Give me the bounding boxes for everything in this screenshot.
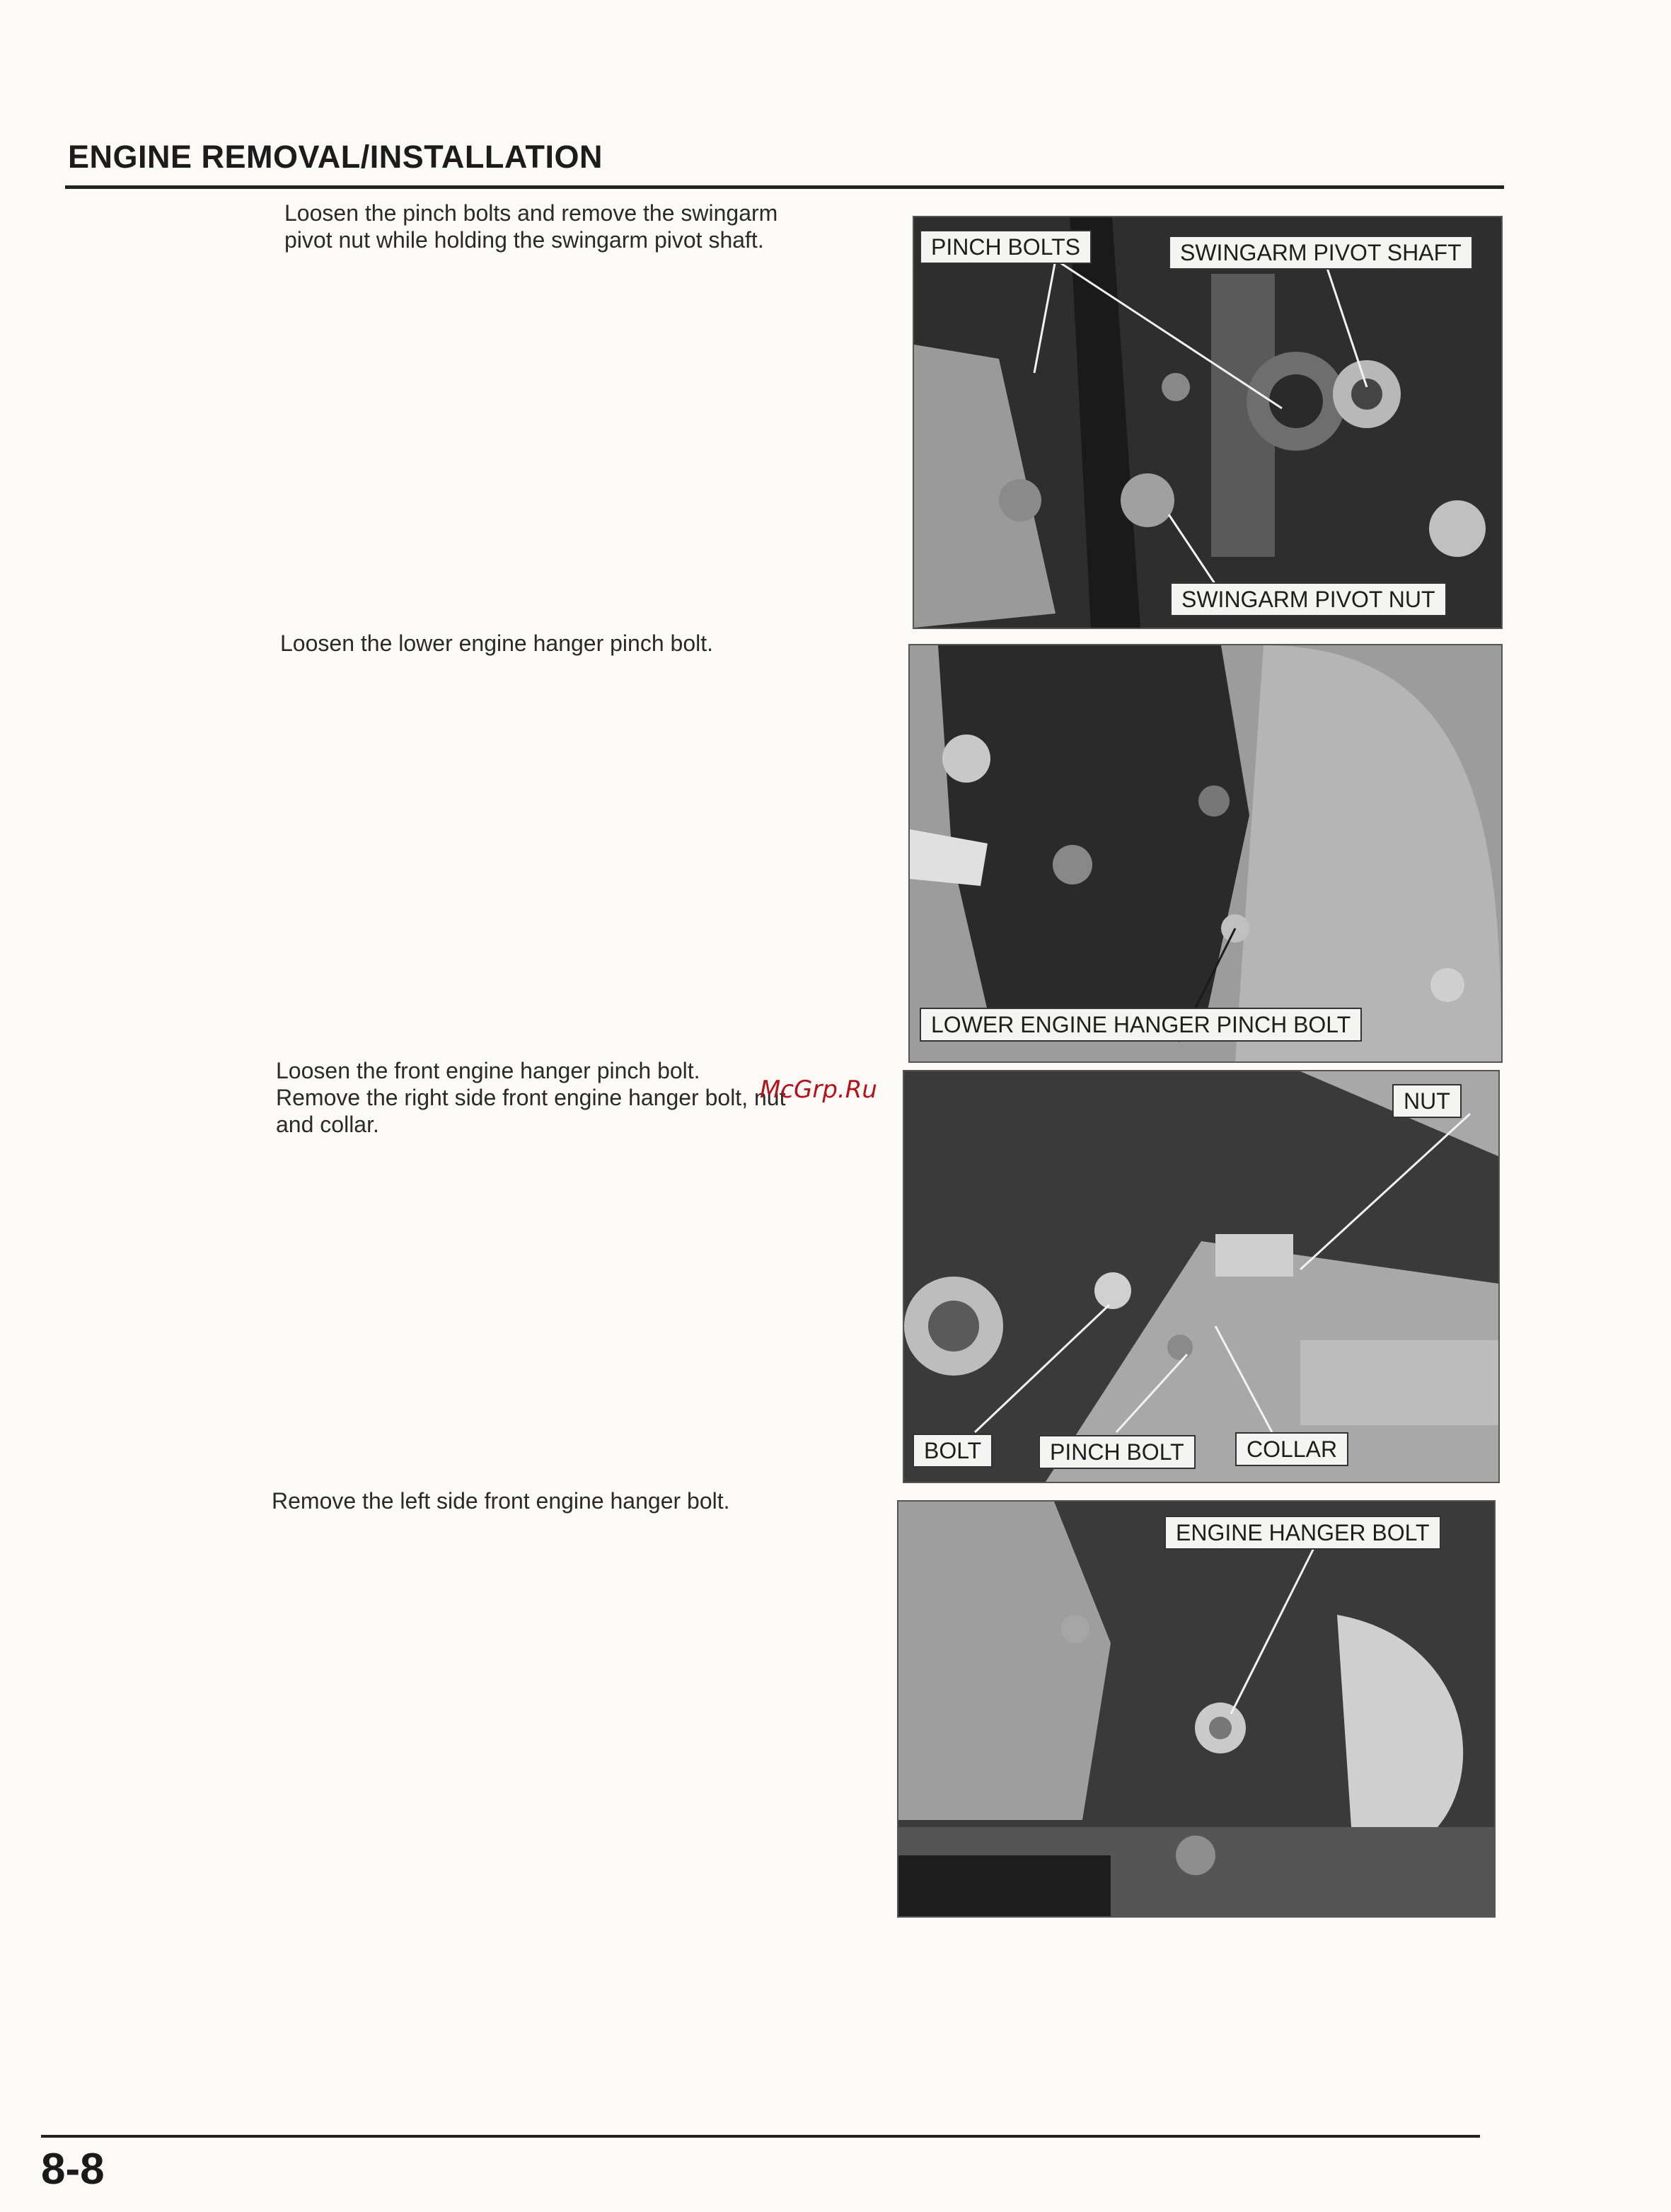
callout-bolt: BOLT (913, 1434, 993, 1468)
watermark: McGrp.Ru (760, 1076, 877, 1104)
callout-pinch-bolts: PINCH BOLTS (920, 230, 1092, 264)
title-rule (65, 185, 1504, 189)
callout-engine-hanger-bolt: ENGINE HANGER BOLT (1164, 1516, 1441, 1550)
footer-rule (41, 2135, 1480, 2138)
photo-front-engine-hanger (903, 1070, 1500, 1483)
photo-left-engine-hanger (897, 1500, 1496, 1918)
page-number: 8-8 (41, 2145, 105, 2194)
callout-swingarm-pivot-nut: SWINGARM PIVOT NUT (1170, 582, 1447, 616)
photo-lower-engine-hanger (908, 644, 1503, 1063)
callout-lower-engine-hanger-pinch-bolt: LOWER ENGINE HANGER PINCH BOLT (920, 1008, 1362, 1042)
step-2-text: Loosen the lower engine hanger pinch bolt. (280, 630, 713, 656)
callout-swingarm-pivot-shaft: SWINGARM PIVOT SHAFT (1169, 236, 1473, 270)
callout-collar: COLLAR (1235, 1432, 1348, 1466)
callout-nut: NUT (1392, 1084, 1462, 1118)
photo-swingarm-pivot (913, 216, 1503, 629)
callout-pinch-bolt: PINCH BOLT (1039, 1435, 1196, 1469)
step-1-text: Loosen the pinch bolts and remove the swingarm pivot nut while holding the swingarm pivot shaft. (284, 200, 778, 253)
step-3-text: Loosen the front engine hanger pinch bolt. Remove the right side front engine hanger bolt, nut and collar. (276, 1058, 786, 1137)
section-title: ENGINE REMOVAL/INSTALLATION (68, 139, 603, 175)
step-4-text: Remove the left side front engine hanger bolt. (272, 1488, 730, 1514)
